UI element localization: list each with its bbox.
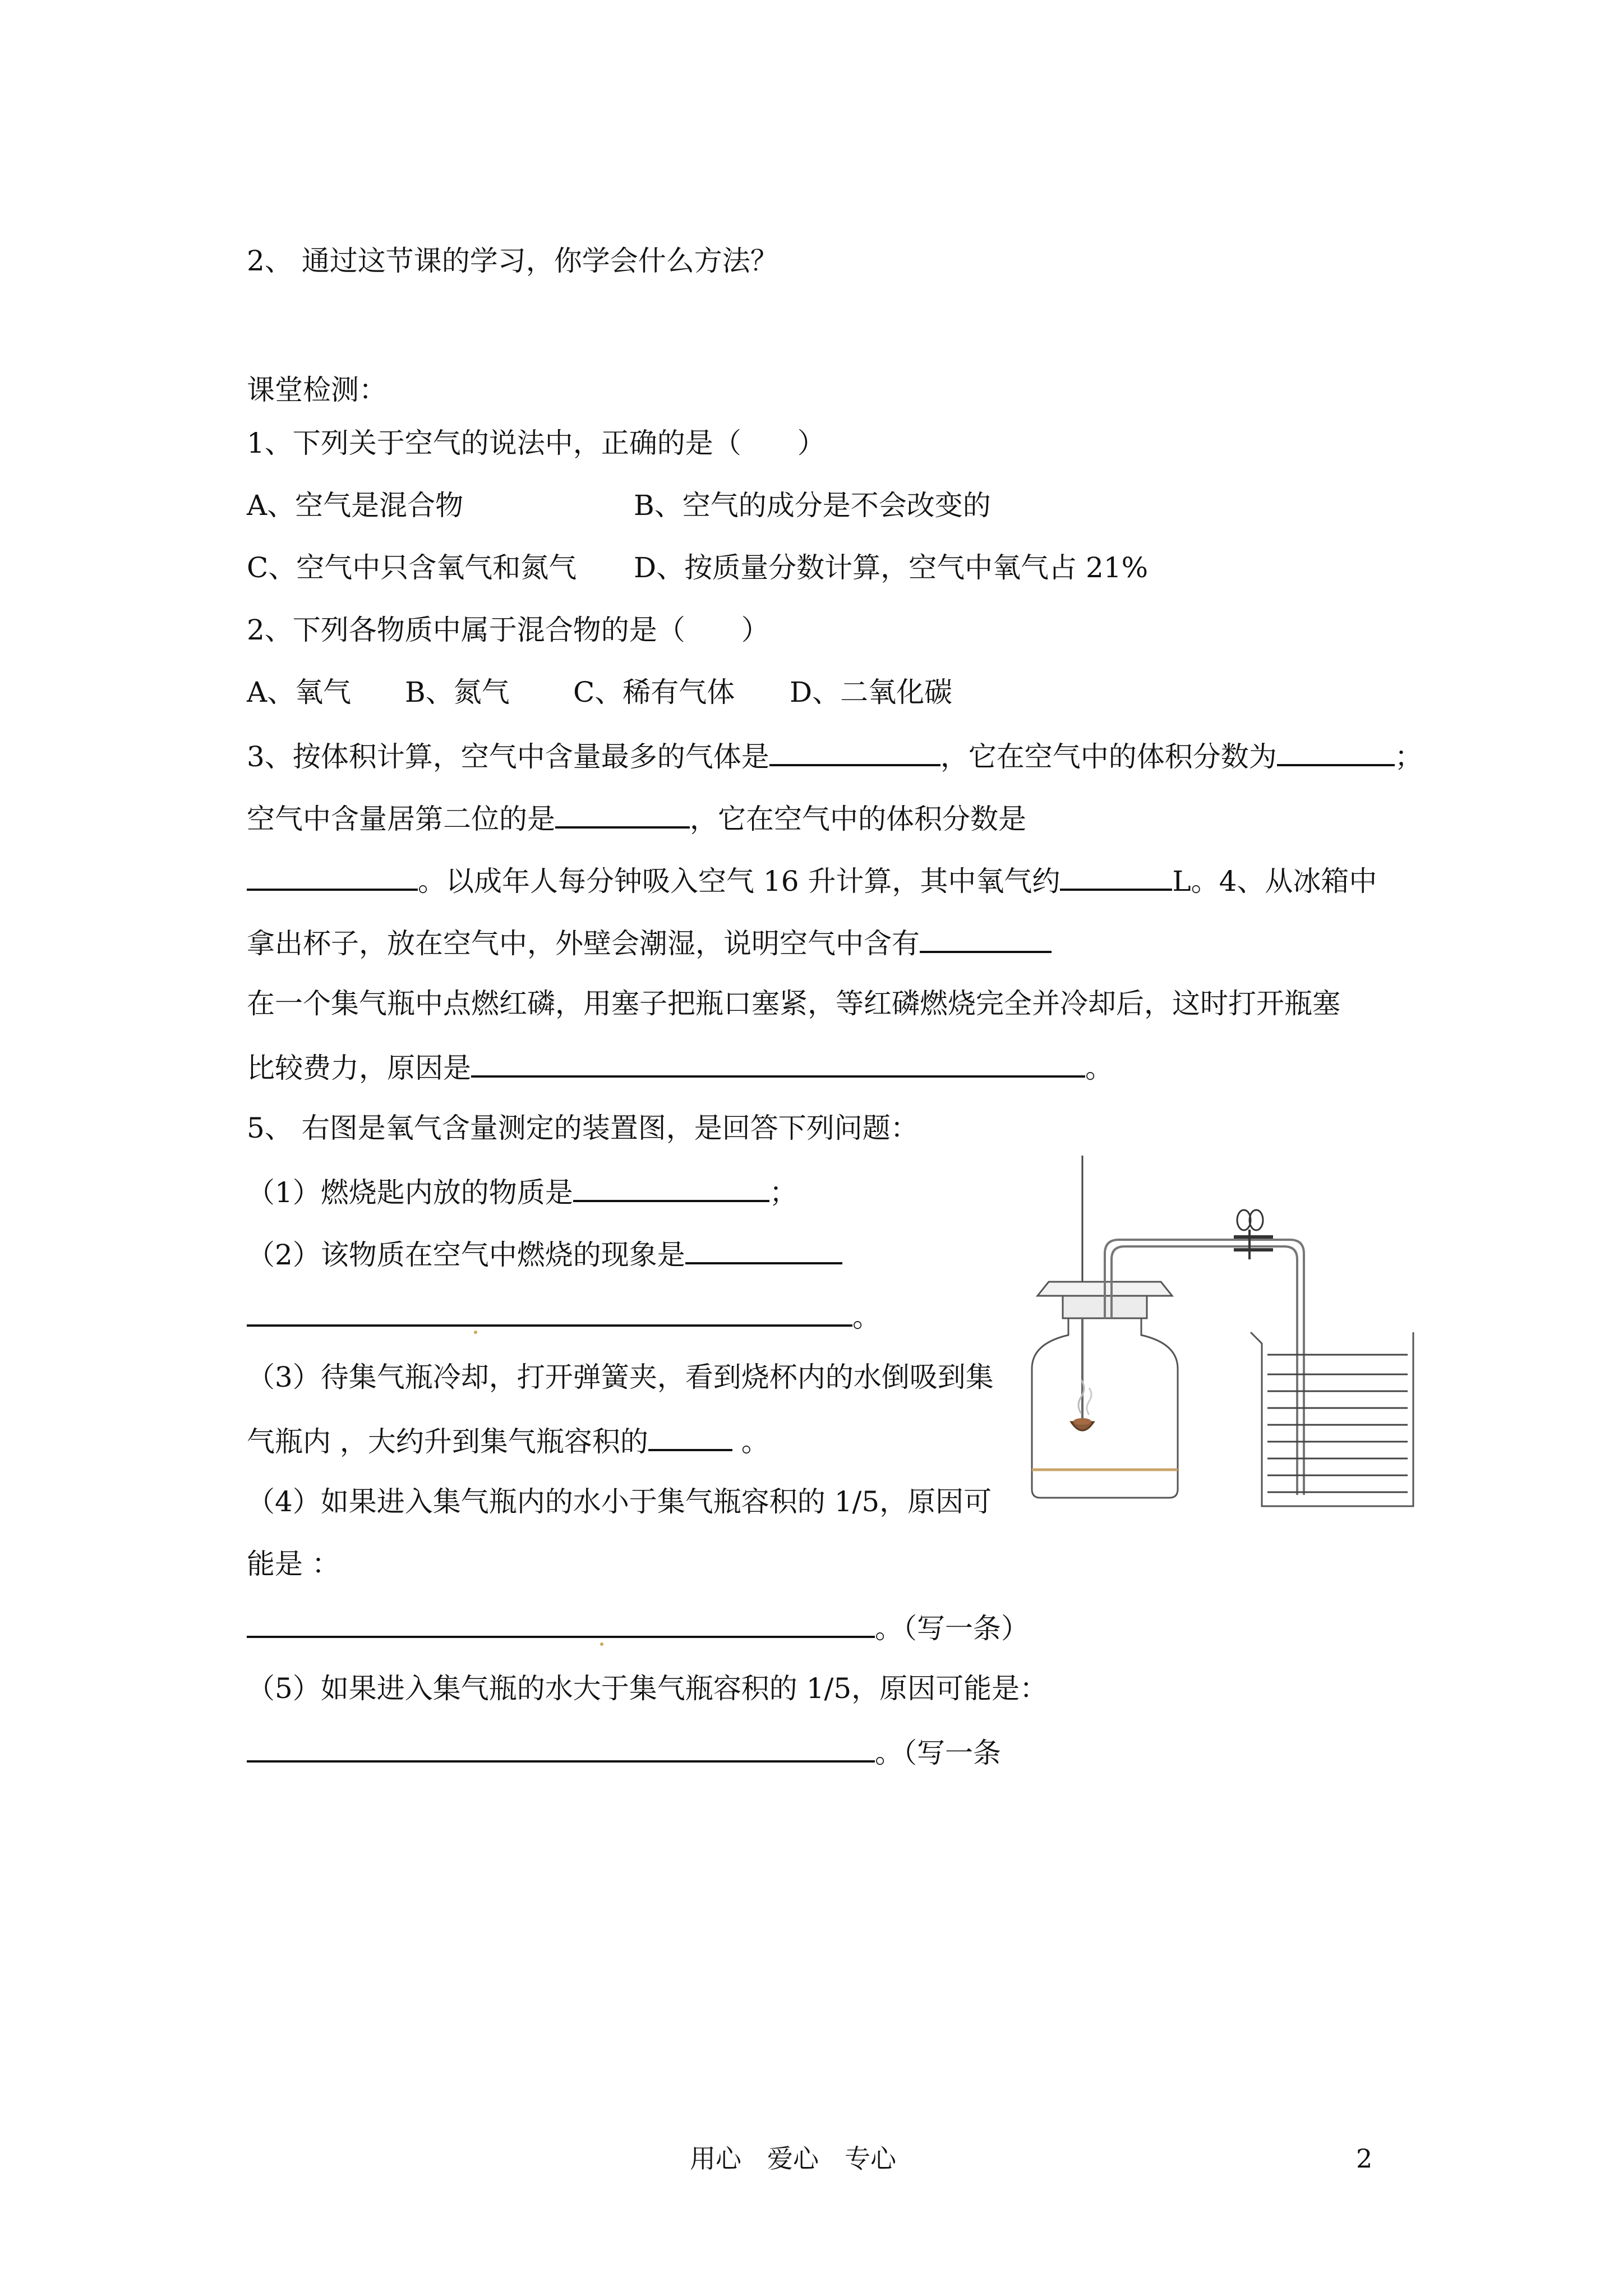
q5-sub-4b: 能是 ： <box>247 1548 340 1580</box>
q1-option-a: A、空气是混合物 <box>247 489 464 522</box>
q5-sub-5a: （5）如果进入集气瓶的水大于集气瓶容积的 1/5，原因可能是： <box>247 1672 1048 1705</box>
q4-text-4: 。 <box>1085 1052 1113 1084</box>
q3-text-6: 。以成年人每分钟吸入空气 16 升计算，其中氧气约 <box>418 865 1061 898</box>
q5-sub-3-end: 。 <box>732 1425 769 1458</box>
q2-option-a: A、氧气 <box>247 676 352 708</box>
q5-sub-3b <box>247 1420 769 1461</box>
q4-line-1 <box>247 922 1052 963</box>
question-method: 2、 通过这节课的学习，你学会什么方法？ <box>247 245 778 277</box>
q4-blank-water[interactable] <box>920 922 1052 953</box>
q5-blank-more-reason[interactable] <box>247 1731 875 1763</box>
q5-blank-phenomenon-2[interactable] <box>247 1295 852 1327</box>
q4-text-1: 拿出杯子，放在空气中，外壁会潮湿，说明空气中含有 <box>247 927 920 960</box>
q3-text-1: 3、按体积计算，空气中含量最多的气体是 <box>247 740 769 773</box>
q3-text-4: 空气中含量居第二位的是 <box>247 803 555 835</box>
q5-sub-1 <box>247 1171 797 1212</box>
q3-blank-second-gas[interactable] <box>555 797 690 829</box>
q5-sub-5-end: 。（写一条 <box>875 1737 1001 1769</box>
q3-line-1 <box>247 735 1423 776</box>
q1-option-b: B、空气的成分是不会改变的 <box>634 489 991 522</box>
q3-blank-gas[interactable] <box>769 735 940 766</box>
q5-sub-3b-text: 气瓶内 ，大约升到集气瓶容积的 <box>247 1425 648 1458</box>
q3-text-7: L。4、从冰箱中 <box>1172 865 1377 898</box>
q5-blank-phenomenon[interactable] <box>685 1233 842 1264</box>
scan-speck <box>600 1642 603 1646</box>
q5-sub-2 <box>247 1233 842 1274</box>
q1-option-c: C、空气中只含氧气和氮气 <box>247 551 577 584</box>
q3-text-3: ； <box>1394 740 1423 773</box>
q3-blank-oxygen-volume[interactable] <box>1060 859 1172 891</box>
q4-line-3 <box>247 1046 1113 1088</box>
q3-blank-fraction[interactable] <box>1277 735 1395 766</box>
q3-blank-second-fraction[interactable] <box>247 859 418 891</box>
q2-stem: 2、下列各物质中属于混合物的是（ ） <box>247 614 769 646</box>
q4-text-3: 比较费力，原因是 <box>247 1052 471 1084</box>
q5-sub-2-text: （2）该物质在空气中燃烧的现象是 <box>247 1239 685 1271</box>
q5-sub-2-end: 。 <box>852 1301 880 1333</box>
q5-sub-3a: （3）待集气瓶冷却，打开弹簧夹，看到烧杯内的水倒吸到集 <box>247 1361 994 1393</box>
q2-option-c: C、稀有气体 <box>573 676 735 708</box>
q3-line-3 <box>247 859 1377 901</box>
q5-sub-1-text: （1）燃烧匙内放的物质是 <box>247 1176 573 1209</box>
q3-line-2 <box>247 797 1026 839</box>
q3-text-5: ，它在空气中的体积分数是 <box>690 803 1026 835</box>
q5-stem: 5、 右图是氧气含量测定的装置图，是回答下列问题： <box>247 1112 919 1144</box>
section-title: 课堂检测： <box>247 374 387 406</box>
footer-motto: 用心 爱心 专心 <box>690 2143 896 2174</box>
q5-blank-volume[interactable] <box>648 1420 732 1451</box>
q5-sub-1-end: ； <box>769 1176 797 1209</box>
q5-sub-4c <box>247 1607 1029 1648</box>
q4-line-2: 在一个集气瓶中点燃红磷，用塞子把瓶口塞紧，等红磷燃烧完全并冷却后，这时打开瓶塞 <box>247 987 1340 1020</box>
q5-blank-substance[interactable] <box>573 1171 769 1202</box>
q1-option-d: D、按质量分数计算，空气中氧气占 21% <box>634 551 1149 584</box>
q5-sub-4-end: 。（写一条） <box>875 1612 1029 1645</box>
q5-sub-2-cont <box>247 1295 880 1337</box>
q3-text-2: ，它在空气中的体积分数为 <box>940 740 1277 773</box>
q4-blank-reason[interactable] <box>471 1046 1085 1078</box>
scan-speck <box>474 1331 477 1334</box>
oxygen-content-apparatus-figure <box>1021 1156 1424 1520</box>
q1-stem: 1、下列关于空气的说法中，正确的是（ ） <box>247 427 826 459</box>
q5-sub-5b <box>247 1731 1001 1773</box>
q2-option-b: B、氮气 <box>405 676 510 708</box>
q5-sub-4a: （4）如果进入集气瓶内的水小于集气瓶容积的 1/5，原因可 <box>247 1485 992 1518</box>
q5-blank-less-reason[interactable] <box>247 1607 875 1638</box>
page-number: 2 <box>1356 2143 1373 2174</box>
q2-option-d: D、二氧化碳 <box>790 676 953 708</box>
